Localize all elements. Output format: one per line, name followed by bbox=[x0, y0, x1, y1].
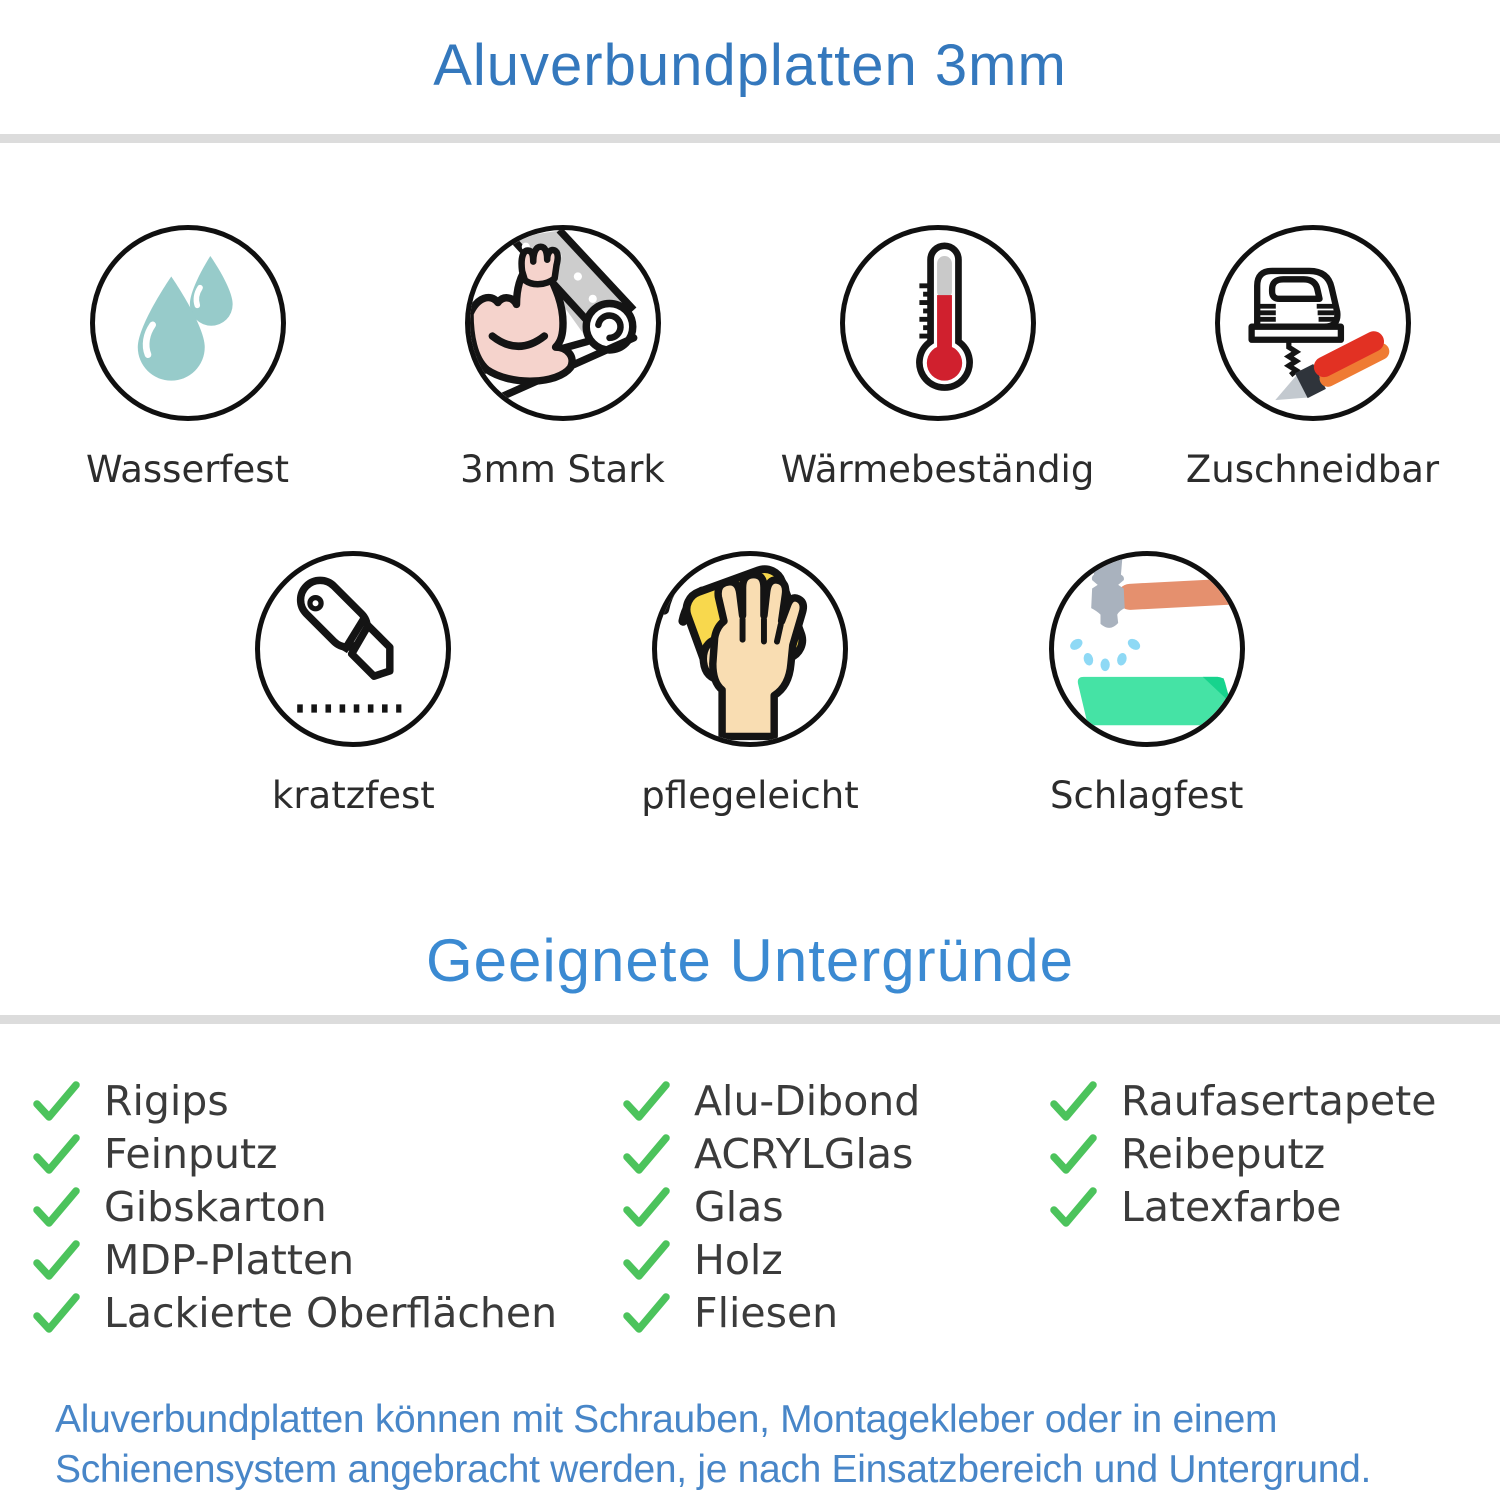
jigsaw-knife-icon bbox=[1220, 230, 1406, 416]
substrate-label: Rigips bbox=[104, 1076, 229, 1125]
feature-icon-circle bbox=[840, 225, 1036, 421]
substrate-label: Holz bbox=[694, 1235, 783, 1284]
substrate-item bbox=[623, 1288, 1050, 1341]
hand-cloth-icon bbox=[657, 556, 843, 742]
substrates-column-3 bbox=[1050, 1076, 1500, 1341]
checkmark-icon bbox=[623, 1081, 670, 1123]
substrate-item bbox=[623, 1182, 1050, 1235]
mounting-note-line2: Schienensystem angebracht werden, je nach Einsatzbereich und Untergrund. bbox=[55, 1447, 1372, 1491]
flexed-arm-panel-icon bbox=[470, 230, 656, 416]
feature-icon-circle bbox=[1049, 551, 1245, 747]
substrate-label: Reibeputz bbox=[1121, 1129, 1326, 1178]
checkmark-icon bbox=[623, 1187, 670, 1229]
feature-pflegeleicht bbox=[552, 551, 949, 817]
feature-schlagfest bbox=[948, 551, 1345, 817]
utility-knife-icon bbox=[260, 556, 446, 742]
substrate-item bbox=[623, 1235, 1050, 1288]
substrate-label: Lackierte Oberflächen bbox=[104, 1288, 558, 1337]
checkmark-icon bbox=[33, 1081, 80, 1123]
substrate-label: Raufasertapete bbox=[1121, 1076, 1437, 1125]
feature-label: Wärmebeständig bbox=[780, 447, 1095, 491]
divider-top bbox=[0, 134, 1500, 143]
mounting-note-line1: Aluverbundplatten können mit Schrauben, Montagekleber oder in einem bbox=[55, 1397, 1278, 1441]
mounting-note bbox=[0, 1395, 1500, 1495]
substrate-item bbox=[33, 1129, 623, 1182]
feature-icon-circle bbox=[1215, 225, 1411, 421]
checkmark-icon bbox=[1050, 1187, 1097, 1229]
substrate-item bbox=[623, 1129, 1050, 1182]
substrate-item bbox=[1050, 1182, 1500, 1235]
feature-label: 3mm Stark bbox=[460, 447, 665, 491]
substrate-label: Glas bbox=[694, 1182, 784, 1231]
hammer-impact-icon bbox=[1054, 556, 1240, 742]
feature-wasserfest bbox=[0, 225, 375, 491]
feature-label: Schlagfest bbox=[1050, 773, 1244, 817]
substrate-label: Latexfarbe bbox=[1121, 1182, 1342, 1231]
substrate-label: Feinputz bbox=[104, 1129, 278, 1178]
divider-middle bbox=[0, 1015, 1500, 1024]
checkmark-icon bbox=[623, 1134, 670, 1176]
feature-kratzfest bbox=[155, 551, 552, 817]
thermometer-icon bbox=[845, 230, 1031, 416]
page-title: Aluverbundplatten 3mm bbox=[433, 33, 1067, 98]
section-title: Geeignete Untergründe bbox=[425, 926, 1075, 994]
checkmark-icon bbox=[623, 1240, 670, 1282]
checkmark-icon bbox=[33, 1187, 80, 1229]
substrate-item bbox=[1050, 1129, 1500, 1182]
substrate-item bbox=[33, 1235, 623, 1288]
substrate-label: MDP-Platten bbox=[104, 1235, 355, 1284]
substrate-item bbox=[33, 1182, 623, 1235]
substrate-label: Alu-Dibond bbox=[694, 1076, 921, 1125]
substrates-column-2 bbox=[623, 1076, 1050, 1341]
water-drops-icon bbox=[95, 230, 281, 416]
substrate-label: Fliesen bbox=[694, 1288, 839, 1337]
feature-waermebestaendig bbox=[750, 225, 1125, 491]
feature-icon-circle bbox=[90, 225, 286, 421]
substrate-item bbox=[33, 1076, 623, 1129]
substrate-item bbox=[1050, 1076, 1500, 1129]
feature-icon-circle bbox=[255, 551, 451, 747]
checkmark-icon bbox=[1050, 1081, 1097, 1123]
feature-3mm-stark bbox=[375, 225, 750, 491]
feature-label: Zuschneidbar bbox=[1185, 447, 1440, 491]
checkmark-icon bbox=[1050, 1134, 1097, 1176]
substrate-label: Gibskarton bbox=[104, 1182, 327, 1231]
feature-label: kratzfest bbox=[271, 773, 435, 817]
features-row-1 bbox=[0, 225, 1500, 491]
substrate-label: ACRYLGlas bbox=[694, 1129, 914, 1178]
checkmark-icon bbox=[33, 1293, 80, 1335]
features-row-2 bbox=[0, 551, 1500, 817]
substrates-column-1 bbox=[33, 1076, 623, 1341]
checkmark-icon bbox=[33, 1240, 80, 1282]
feature-label: Wasserfest bbox=[86, 447, 289, 491]
feature-icon-circle bbox=[652, 551, 848, 747]
substrate-item bbox=[33, 1288, 623, 1341]
feature-zuschneidbar bbox=[1125, 225, 1500, 491]
feature-icon-circle bbox=[465, 225, 661, 421]
feature-label: pflegeleicht bbox=[641, 773, 859, 817]
checkmark-icon bbox=[623, 1293, 670, 1335]
substrates-list bbox=[0, 1024, 1500, 1341]
substrate-item bbox=[623, 1076, 1050, 1129]
checkmark-icon bbox=[33, 1134, 80, 1176]
